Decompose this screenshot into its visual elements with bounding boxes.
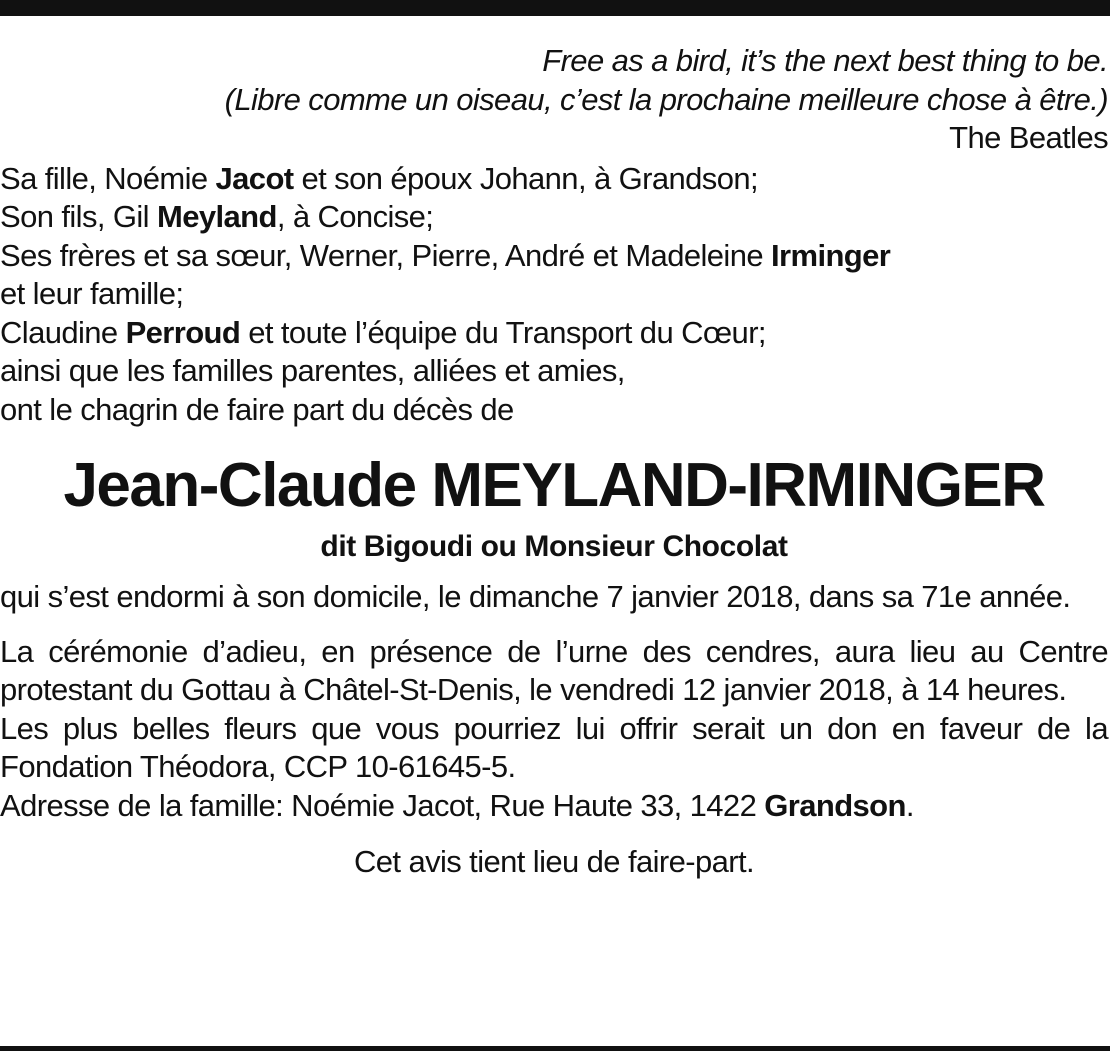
- line-text: Ses frères et sa sœur, Werner, Pierre, André et Madeleine: [0, 237, 771, 273]
- mourner-line: [0, 314, 1108, 353]
- top-border: [0, 0, 1110, 16]
- mourner-line: [0, 198, 1108, 237]
- surname: Meyland: [156, 199, 277, 234]
- quote-english: Free as a bird, it’s the next best thing to be.: [542, 43, 1108, 78]
- ceremony-paragraph: La cérémonie d’adieu, en présence de l’urne des cendres, aura lieu au Centre protestant du Gottau à Châtel-St-Denis, le vendredi 12 janvier 2018, à 14 heures.: [0, 633, 1108, 707]
- quote-author: The Beatles: [949, 120, 1108, 155]
- line-text: , à Concise;: [276, 199, 434, 234]
- mourner-line: ainsi que les familles parentes, alliées et amies,: [0, 353, 625, 388]
- line-text: et son époux Johann, à Grandson;: [293, 160, 758, 196]
- deceased-name: Jean-Claude MEYLAND-IRMINGER: [63, 451, 1045, 520]
- line-text: Son fils, Gil: [0, 199, 157, 234]
- address-town: Grandson: [764, 787, 906, 823]
- mourner-line: ont le chagrin de faire part du décès de: [0, 391, 514, 427]
- flowers-paragraph: Les plus belles fleurs que vous pourriez lui offrir serait un don en faveur de la Fondation Théodora, CCP 10-61645-5.: [0, 710, 1108, 784]
- line-text: Claudine: [0, 314, 126, 350]
- bottom-border: [0, 1046, 1110, 1051]
- family-address: [0, 787, 1108, 826]
- address-text: Adresse de la famille: Noémie Jacot, Rue Haute 33, 1422: [0, 787, 765, 823]
- mourner-line: et leur famille;: [0, 276, 184, 311]
- address-end: .: [905, 787, 914, 823]
- mourner-line: [0, 160, 1108, 199]
- line-text: Sa fille, Noémie: [0, 160, 216, 196]
- closing-note: Cet avis tient lieu de faire-part.: [353, 844, 755, 879]
- deceased-nickname: dit Bigoudi ou Monsieur Chocolat: [320, 530, 788, 563]
- quote-french: (Libre comme un oiseau, c’est la prochaine meilleure chose à être.): [224, 81, 1108, 117]
- death-paragraph: qui s’est endormi à son domicile, le dimanche 7 janvier 2018, dans sa 71e année.: [0, 579, 1071, 614]
- obituary-notice: [0, 42, 1108, 882]
- surname: Irminger: [771, 237, 891, 273]
- line-text: et toute l’équipe du Transport du Cœur;: [240, 314, 766, 350]
- mourners-list: [0, 160, 1108, 430]
- surname: Perroud: [125, 314, 241, 350]
- mourner-line: [0, 237, 1108, 276]
- surname: Jacot: [215, 160, 294, 196]
- epigraph: [0, 42, 1108, 158]
